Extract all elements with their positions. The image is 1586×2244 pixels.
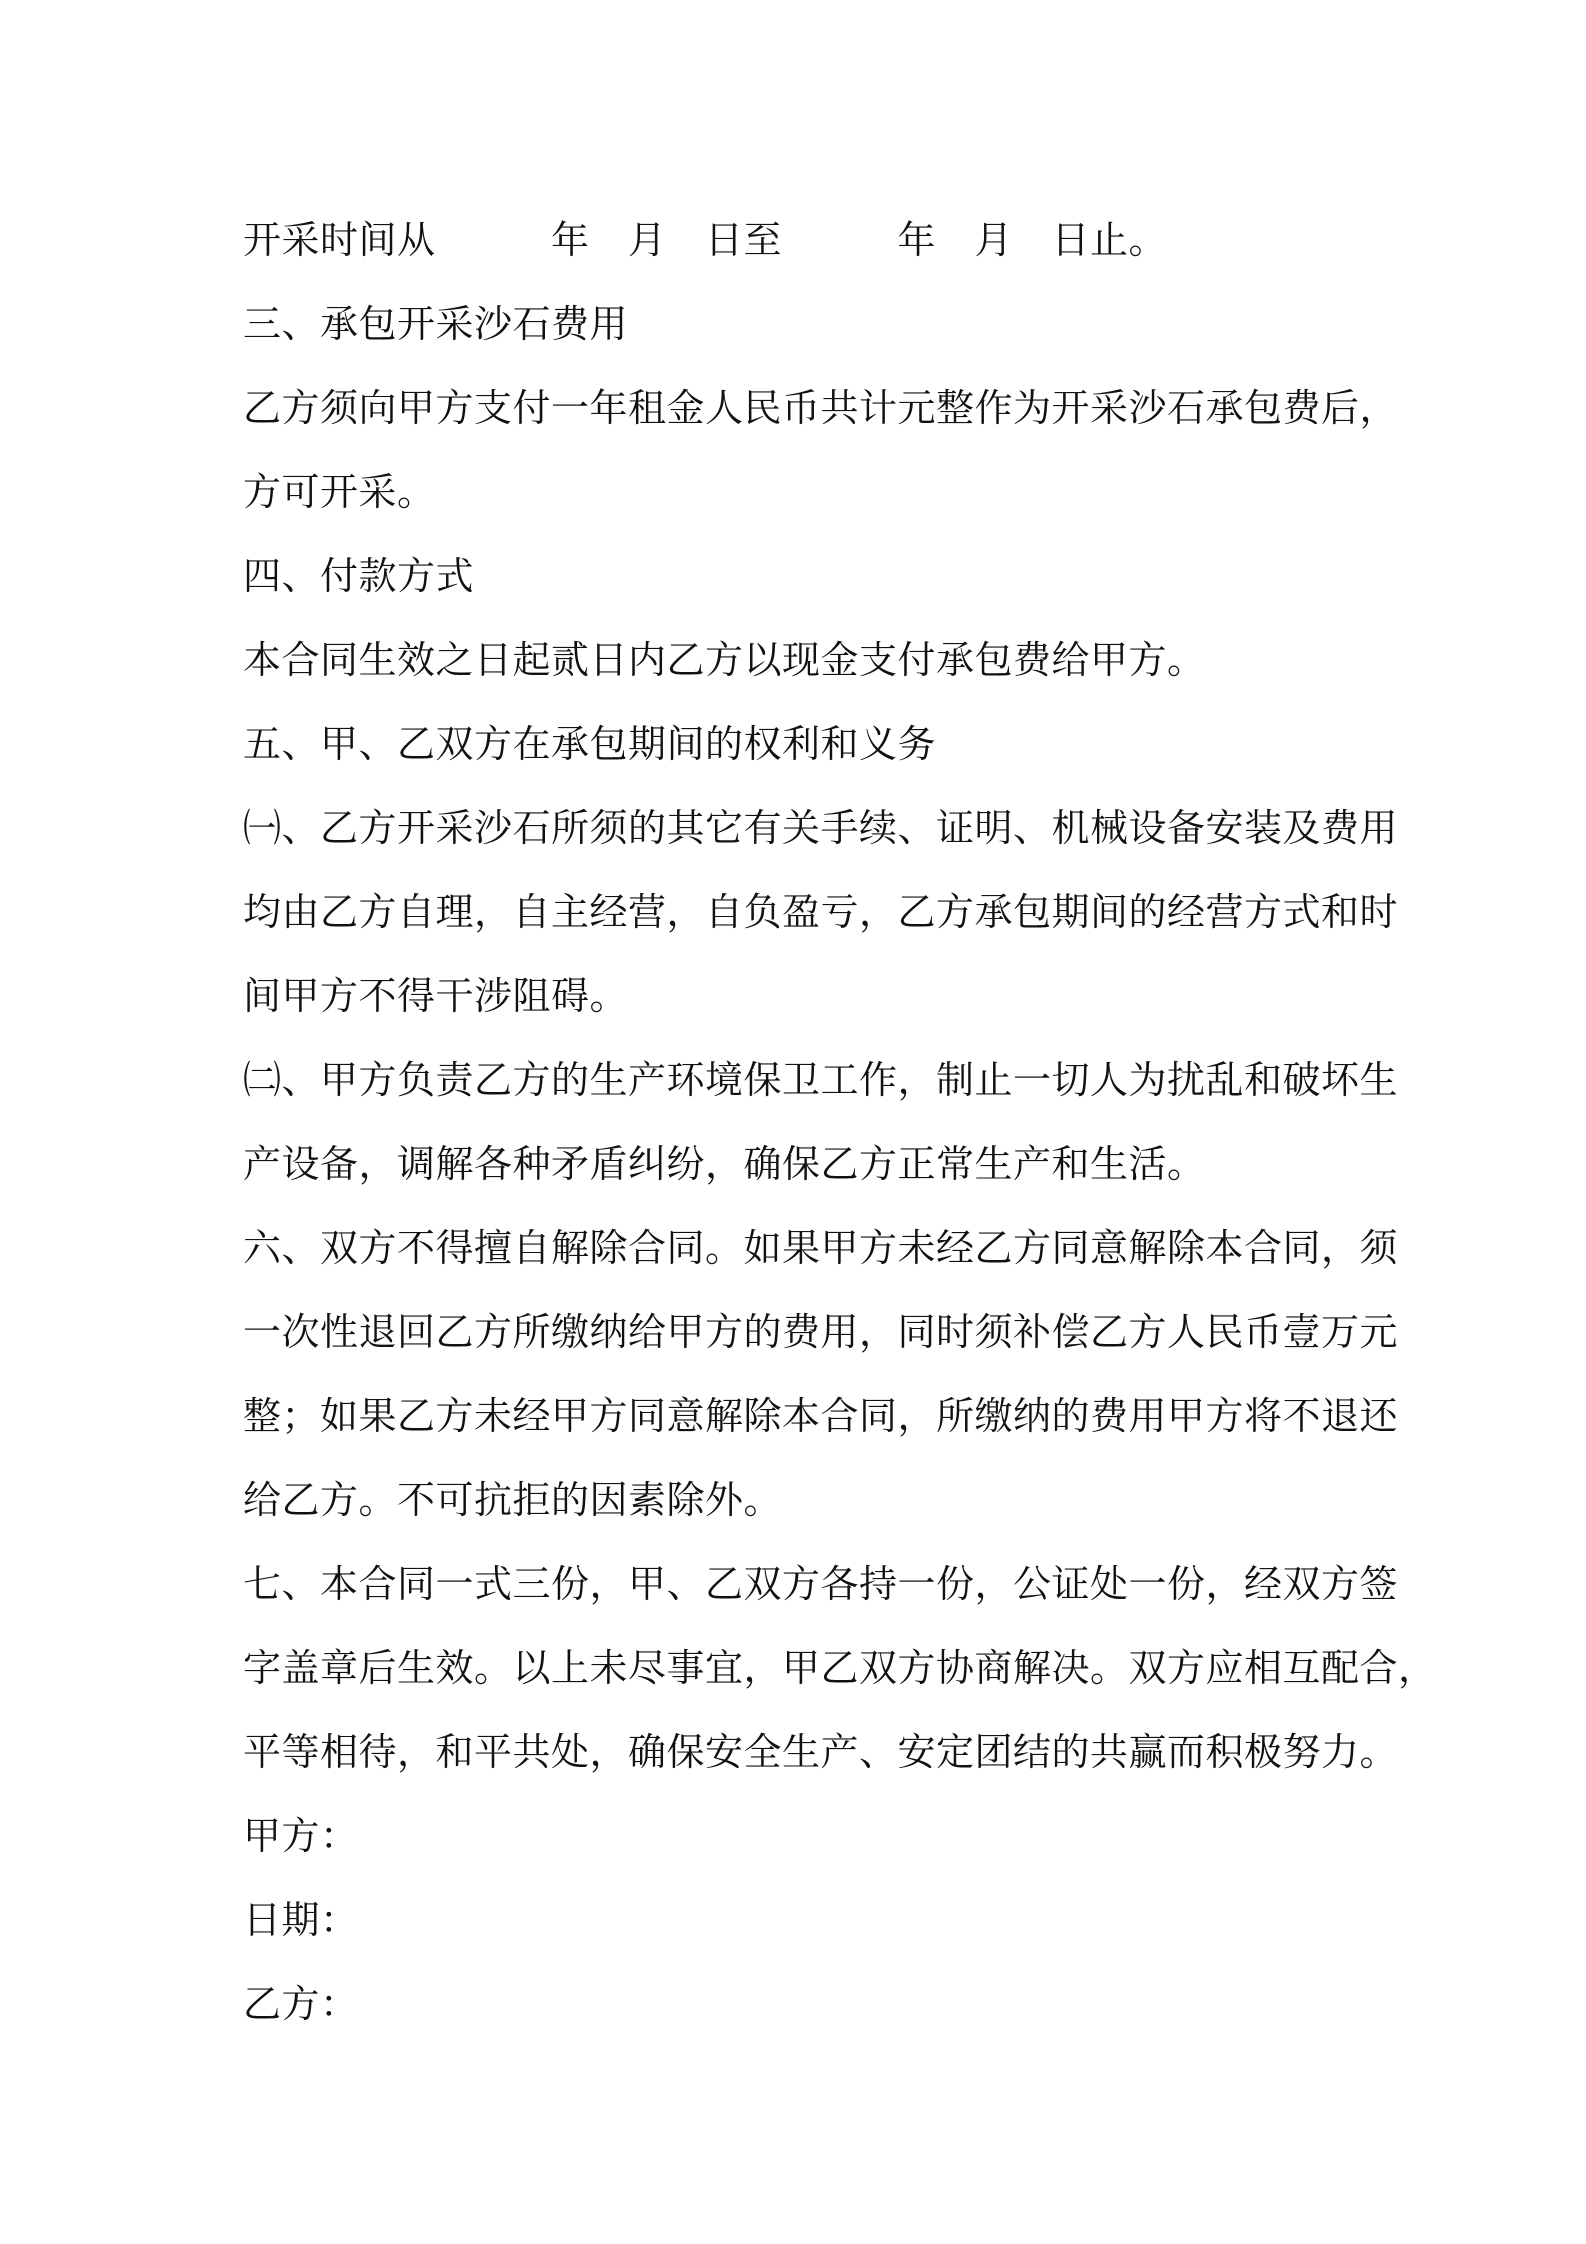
- text-line: 乙方须向甲方支付一年租金人民币共计元整作为开采沙石承包费后，: [243, 386, 1399, 430]
- text-line: 给乙方。不可抗拒的因素除外。: [243, 1478, 783, 1522]
- signature-date: 日期：: [243, 1898, 359, 1942]
- text-line: ㈠、乙方开采沙石所须的其它有关手续、证明、机械设备安装及费用: [243, 806, 1399, 850]
- heading-section-3: 三、承包开采沙石费用: [243, 302, 629, 346]
- text-line: ㈡、甲方负责乙方的生产环境保卫工作，制止一切人为扰乱和破坏生: [243, 1058, 1399, 1102]
- signature-party-a: 甲方：: [243, 1814, 359, 1858]
- heading-section-5: 五、甲、乙双方在承包期间的权利和义务: [243, 722, 937, 766]
- text-line: 本合同生效之日起贰日内乙方以现金支付承包费给甲方。: [243, 638, 1206, 682]
- heading-section-6: 六、双方不得擅自解除合同。如果甲方未经乙方同意解除本合同，须: [243, 1226, 1399, 1270]
- text-line: 间甲方不得干涉阻碍。: [243, 974, 629, 1018]
- text-line: 方可开采。: [243, 470, 436, 514]
- heading-section-7: 七、本合同一式三份，甲、乙双方各持一份，公证处一份，经双方签: [243, 1562, 1399, 1606]
- text-line: 整；如果乙方未经甲方同意解除本合同，所缴纳的费用甲方将不退还: [243, 1394, 1399, 1438]
- text-line: 一次性退回乙方所缴纳给甲方的费用，同时须补偿乙方人民币壹万元: [243, 1310, 1399, 1354]
- signature-party-b: 乙方：: [243, 1982, 359, 2026]
- text-line: 产设备，调解各种矛盾纠纷，确保乙方正常生产和生活。: [243, 1142, 1206, 1186]
- text-line-mining-period: 开采时间从 年 月 日至 年 月 日止。: [243, 218, 1168, 262]
- text-line: 平等相待，和平共处，确保安全生产、安定团结的共赢而积极努力。: [243, 1730, 1399, 1774]
- contract-text: [243, 198, 1437, 2046]
- text-line: 字盖章后生效。以上未尽事宜，甲乙双方协商解决。双方应相互配合，: [243, 1646, 1437, 1690]
- heading-section-4: 四、付款方式: [243, 554, 475, 598]
- text-line: 均由乙方自理，自主经营，自负盈亏，乙方承包期间的经营方式和时: [243, 890, 1399, 934]
